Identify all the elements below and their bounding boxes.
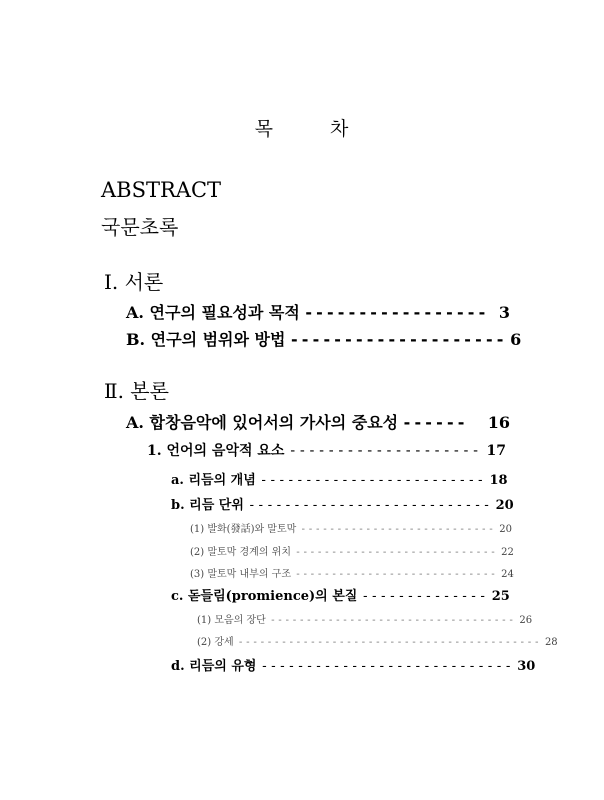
leader-dots: -------------------- <box>288 443 482 459</box>
toc-entry-b3 <box>190 565 514 580</box>
page-number: 26 <box>519 615 533 626</box>
toc-entry-label: d. 리듬의 유형 <box>171 659 257 674</box>
toc-entry-label: B. 연구의 범위와 방법 <box>126 330 286 349</box>
toc-entry-label: (3) 말토막 내부의 구조 <box>190 569 291 580</box>
toc-entry-label: (2) 말토막 경계의 위치 <box>190 547 291 558</box>
leader-dots: ------ <box>402 413 468 432</box>
chapter2-heading: Ⅱ. 본론 <box>104 379 169 403</box>
abstract-entry: ABSTRACT <box>101 178 222 202</box>
page-number: 16 <box>487 413 510 432</box>
leader-dots: ------------------------------------------ <box>237 637 541 648</box>
toc-entry-label: (2) 강세 <box>197 637 234 648</box>
toc-entry-2A1 <box>147 440 506 460</box>
page-number: 24 <box>501 569 514 580</box>
chapter1-heading: I. 서론 <box>104 270 164 294</box>
toc-entry-label: A. 연구의 필요성과 목적 <box>126 303 300 322</box>
toc-entry-c1 <box>197 611 533 626</box>
leader-dots: ------------------------- <box>259 473 486 488</box>
leader-dots: -------------------- <box>289 330 507 349</box>
leader-dots: --------------------------- <box>300 524 496 535</box>
leader-dots: ---------------------------- <box>294 569 498 580</box>
korean-abstract-entry: 국문초록 <box>101 215 179 239</box>
page-number: 17 <box>486 443 506 459</box>
toc-entry-a <box>171 469 506 488</box>
toc-entry-label: c. 돋들림(promience)의 본질 <box>171 589 358 604</box>
toc-entry-d <box>171 655 536 674</box>
page-number: 3 <box>498 303 510 322</box>
leader-dots: -------------- <box>361 589 488 604</box>
toc-entry-label: (1) 모음의 장단 <box>197 615 266 626</box>
page-number: 18 <box>489 473 508 488</box>
page-number: 28 <box>544 637 558 648</box>
toc-title-left: 목 <box>254 118 274 140</box>
toc-entry-label: A. 합창음악에 있어서의 가사의 중요성 <box>126 413 399 432</box>
toc-entry-label: (1) 발화(發話)와 말토막 <box>190 524 297 535</box>
page-number: 20 <box>495 498 514 513</box>
leader-dots: --------------------------- <box>247 498 492 513</box>
toc-entry-1B <box>126 327 522 350</box>
toc-title-right: 차 <box>330 118 350 140</box>
toc-entry-label: 1. 언어의 음악적 요소 <box>147 443 285 459</box>
toc-entry-1A <box>126 300 510 323</box>
page-number: 6 <box>510 330 522 349</box>
leader-dots: ---------------------------- <box>294 547 498 558</box>
page-number: 22 <box>501 547 514 558</box>
page-number: 30 <box>517 659 536 674</box>
leader-dots: ----------------- <box>303 303 488 322</box>
leader-dots: ---------------------------------- <box>269 615 516 626</box>
toc-entry-b2 <box>190 543 514 558</box>
toc-entry-2A <box>126 410 510 433</box>
page-number: 20 <box>499 524 512 535</box>
toc-entry-c2 <box>197 633 558 648</box>
toc-title <box>0 114 604 141</box>
toc-entry-b <box>171 494 514 513</box>
page-number: 25 <box>491 589 510 604</box>
leader-dots: ---------------------------- <box>260 659 514 674</box>
toc-entry-label: b. 리듬 단위 <box>171 498 244 513</box>
toc-entry-c <box>171 585 510 604</box>
toc-entry-b1 <box>190 520 512 535</box>
toc-entry-label: a. 리듬의 개념 <box>171 473 256 488</box>
